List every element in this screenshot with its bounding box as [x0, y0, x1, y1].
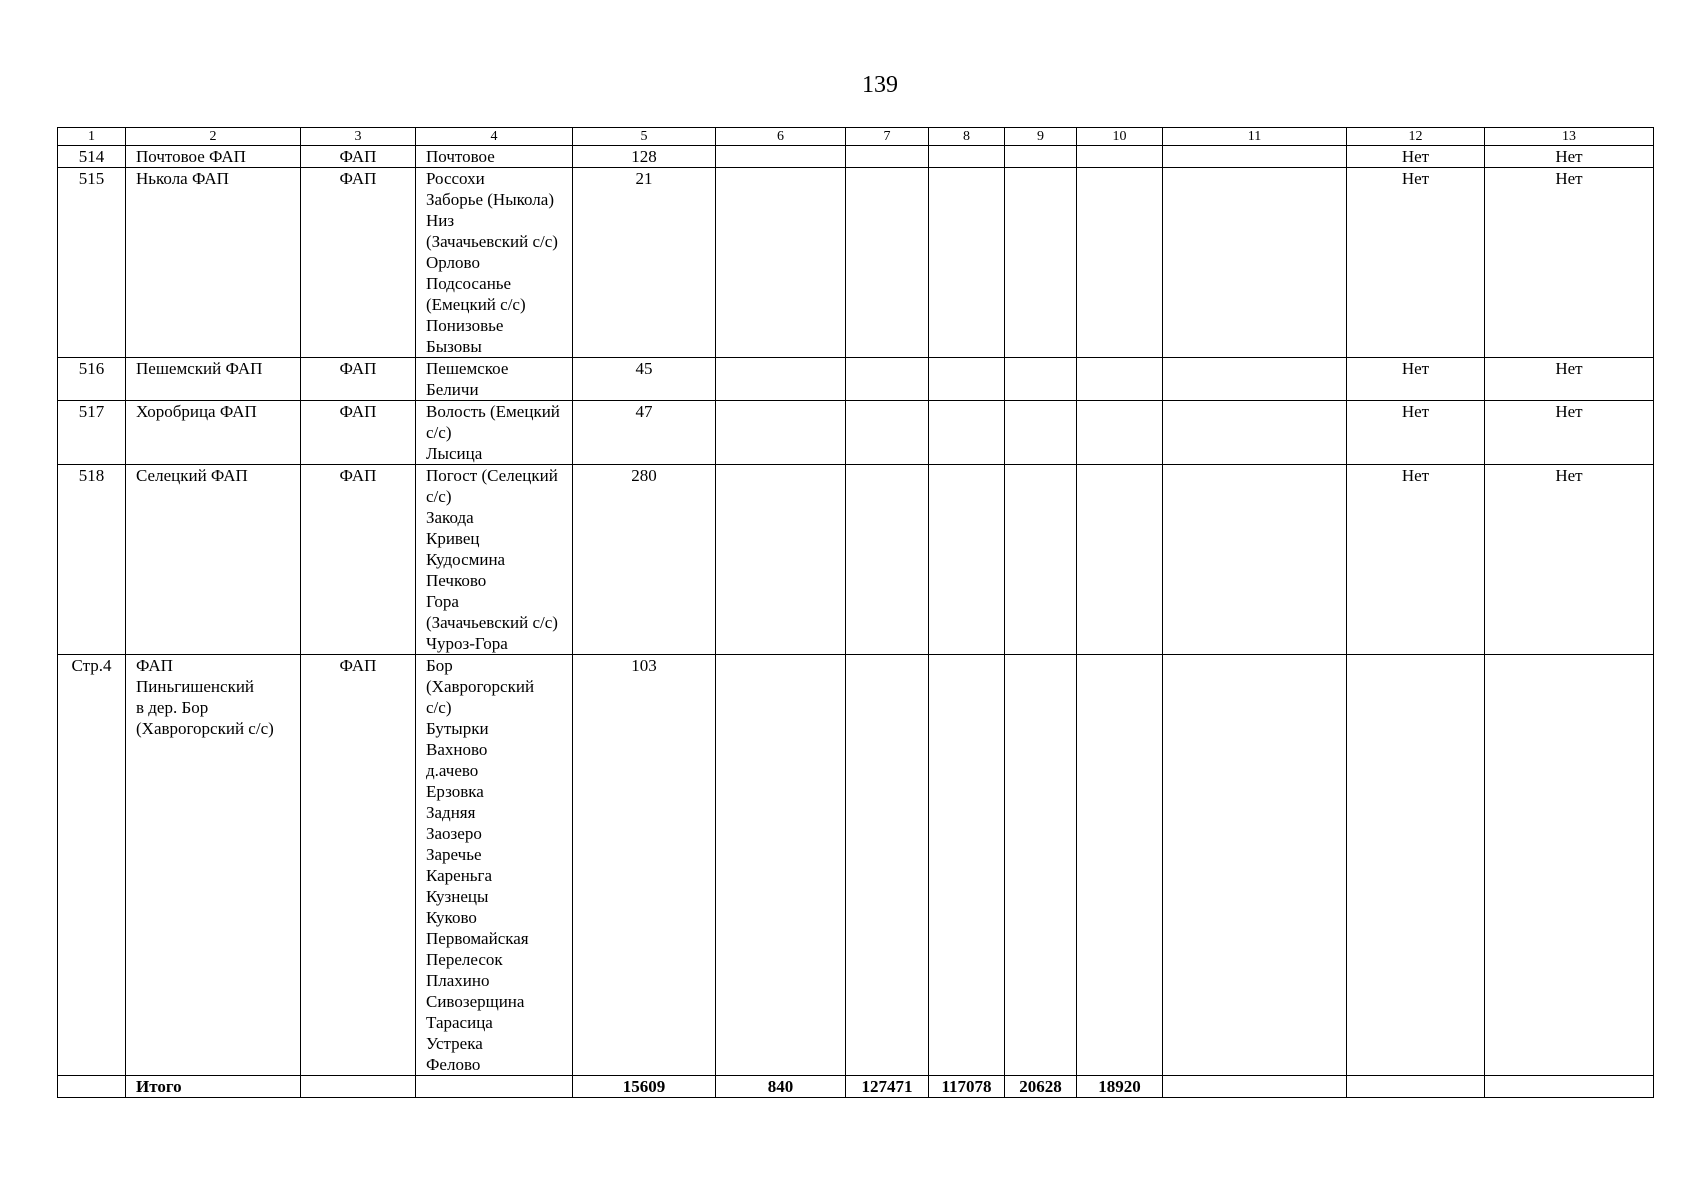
- served-locations-line: Орлово: [426, 253, 480, 272]
- empty-cell-6: [716, 465, 846, 655]
- served-locations-line: Бор: [426, 656, 453, 675]
- served-locations-line: с/с): [426, 487, 452, 506]
- facilities-table: [57, 127, 1654, 1098]
- total-cell-12: [1347, 1076, 1485, 1098]
- table-row: [58, 401, 1654, 465]
- total-cell-1: [58, 1076, 126, 1098]
- served-locations-line: Фелово: [426, 1055, 481, 1074]
- col-13-flag: Нет: [1485, 146, 1654, 168]
- served-locations-line: (Зачачьевский с/с): [426, 232, 558, 251]
- served-locations: [416, 358, 573, 401]
- total-col-7: 127471: [846, 1076, 929, 1098]
- empty-cell-11: [1163, 146, 1347, 168]
- empty-cell-8: [929, 358, 1005, 401]
- empty-cell-7: [846, 168, 929, 358]
- served-locations-line: Кривец: [426, 529, 480, 548]
- column-header: 2: [126, 128, 301, 146]
- total-col-6: 840: [716, 1076, 846, 1098]
- total-cell-13: [1485, 1076, 1654, 1098]
- served-locations-line: Перелесок: [426, 950, 503, 969]
- row-number: 516: [58, 358, 126, 401]
- col-12-flag: Нет: [1347, 146, 1485, 168]
- empty-cell-10: [1077, 358, 1163, 401]
- served-locations-line: Гора: [426, 592, 459, 611]
- empty-cell-6: [716, 146, 846, 168]
- facility-name-line: Почтовое ФАП: [136, 147, 246, 166]
- facility-type: ФАП: [301, 401, 416, 465]
- col-12-flag: Нет: [1347, 465, 1485, 655]
- empty-cell-11: [1163, 655, 1347, 1076]
- column-header: 10: [1077, 128, 1163, 146]
- facility-name: [126, 401, 301, 465]
- column-header: 9: [1005, 128, 1077, 146]
- row-number: 515: [58, 168, 126, 358]
- col-12-flag: Нет: [1347, 168, 1485, 358]
- column-header: 11: [1163, 128, 1347, 146]
- population-cell: 128: [573, 146, 716, 168]
- served-locations-line: Кудосмина: [426, 550, 506, 569]
- column-header: 4: [416, 128, 573, 146]
- facility-name: [126, 168, 301, 358]
- empty-cell-7: [846, 146, 929, 168]
- column-header: 12: [1347, 128, 1485, 146]
- column-number-row: [58, 128, 1654, 146]
- empty-cell-11: [1163, 465, 1347, 655]
- empty-cell-6: [716, 168, 846, 358]
- empty-cell-10: [1077, 655, 1163, 1076]
- empty-cell-8: [929, 146, 1005, 168]
- served-locations-line: Почтовое: [426, 147, 495, 166]
- served-locations-line: Волость (Емецкий: [426, 402, 560, 421]
- column-header: 1: [58, 128, 126, 146]
- total-cell-11: [1163, 1076, 1347, 1098]
- empty-cell-7: [846, 465, 929, 655]
- served-locations-line: (Хаврогорский: [426, 677, 535, 696]
- empty-cell-11: [1163, 401, 1347, 465]
- served-locations-line: Понизовье: [426, 316, 504, 335]
- column-header: 13: [1485, 128, 1654, 146]
- served-locations: [416, 168, 573, 358]
- total-row: [58, 1076, 1654, 1098]
- empty-cell-6: [716, 655, 846, 1076]
- served-locations: [416, 465, 573, 655]
- facility-name-line: Селецкий ФАП: [136, 466, 248, 485]
- empty-cell-8: [929, 401, 1005, 465]
- empty-cell-6: [716, 401, 846, 465]
- served-locations: [416, 401, 573, 465]
- facility-name: [126, 358, 301, 401]
- total-col-9: 20628: [1005, 1076, 1077, 1098]
- table-row: [58, 655, 1654, 1076]
- facility-name-line: (Хаврогорский с/с): [136, 719, 274, 738]
- column-header: 3: [301, 128, 416, 146]
- served-locations-line: (Зачачьевский с/с): [426, 613, 558, 632]
- col-13-flag: Нет: [1485, 401, 1654, 465]
- empty-cell-9: [1005, 465, 1077, 655]
- population-cell: 45: [573, 358, 716, 401]
- col-12-flag: [1347, 655, 1485, 1076]
- empty-cell-9: [1005, 168, 1077, 358]
- total-cell-4: [416, 1076, 573, 1098]
- col-13-flag: Нет: [1485, 168, 1654, 358]
- empty-cell-10: [1077, 146, 1163, 168]
- empty-cell-10: [1077, 168, 1163, 358]
- empty-cell-10: [1077, 401, 1163, 465]
- empty-cell-6: [716, 358, 846, 401]
- served-locations-line: Задняя: [426, 803, 476, 822]
- facility-type: ФАП: [301, 168, 416, 358]
- row-number: Стр.4: [58, 655, 126, 1076]
- total-col-10: 18920: [1077, 1076, 1163, 1098]
- empty-cell-9: [1005, 655, 1077, 1076]
- col-12-flag: Нет: [1347, 358, 1485, 401]
- facility-name-line: Пиньгишенский: [136, 677, 255, 696]
- served-locations-line: с/с): [426, 698, 452, 717]
- col-13-flag: [1485, 655, 1654, 1076]
- total-col-5: 15609: [573, 1076, 716, 1098]
- served-locations-line: Подсосанье: [426, 274, 512, 293]
- served-locations-line: Первомайская: [426, 929, 529, 948]
- row-number: 518: [58, 465, 126, 655]
- empty-cell-9: [1005, 401, 1077, 465]
- served-locations-line: Сивозерщина: [426, 992, 525, 1011]
- served-locations-line: Печково: [426, 571, 487, 590]
- served-locations-line: Тарасица: [426, 1013, 493, 1032]
- empty-cell-10: [1077, 465, 1163, 655]
- empty-cell-9: [1005, 146, 1077, 168]
- served-locations-line: с/с): [426, 423, 452, 442]
- served-locations-line: Бызовы: [426, 337, 482, 356]
- empty-cell-7: [846, 358, 929, 401]
- population-cell: 103: [573, 655, 716, 1076]
- col-13-flag: Нет: [1485, 358, 1654, 401]
- served-locations-line: Лысица: [426, 444, 483, 463]
- empty-cell-11: [1163, 358, 1347, 401]
- facility-name-line: ФАП: [136, 656, 173, 675]
- served-locations-line: Ерзовка: [426, 782, 484, 801]
- served-locations-line: Закода: [426, 508, 474, 527]
- total-col-8: 117078: [929, 1076, 1005, 1098]
- facility-type: ФАП: [301, 146, 416, 168]
- served-locations-line: Бутырки: [426, 719, 489, 738]
- column-header: 8: [929, 128, 1005, 146]
- table-row: [58, 465, 1654, 655]
- col-12-flag: Нет: [1347, 401, 1485, 465]
- empty-cell-9: [1005, 358, 1077, 401]
- facility-type: ФАП: [301, 655, 416, 1076]
- facility-name-line: в дер. Бор: [136, 698, 209, 717]
- served-locations: [416, 146, 573, 168]
- served-locations-line: Заозеро: [426, 824, 482, 843]
- table-row: [58, 146, 1654, 168]
- served-locations-line: Низ: [426, 211, 455, 230]
- row-number: 517: [58, 401, 126, 465]
- empty-cell-8: [929, 465, 1005, 655]
- empty-cell-7: [846, 655, 929, 1076]
- column-header: 6: [716, 128, 846, 146]
- facility-name: [126, 146, 301, 168]
- served-locations-line: Чуроз-Гора: [426, 634, 508, 653]
- empty-cell-11: [1163, 168, 1347, 358]
- served-locations-line: Устрека: [426, 1034, 483, 1053]
- facility-name-line: Хоробрица ФАП: [136, 402, 257, 421]
- page-number: 139: [862, 72, 898, 98]
- empty-cell-8: [929, 168, 1005, 358]
- facility-type: ФАП: [301, 465, 416, 655]
- table-row: [58, 168, 1654, 358]
- facility-name: [126, 655, 301, 1076]
- facility-name-line: Пешемский ФАП: [136, 359, 263, 378]
- table-row: [58, 358, 1654, 401]
- served-locations-line: Россохи: [426, 169, 485, 188]
- served-locations-line: д.ачево: [426, 761, 479, 780]
- facility-name-line: Нькола ФАП: [136, 169, 229, 188]
- column-header: 7: [846, 128, 929, 146]
- served-locations-line: Кузнецы: [426, 887, 489, 906]
- column-header: 5: [573, 128, 716, 146]
- served-locations-line: Плахино: [426, 971, 490, 990]
- served-locations-line: Заборье (Ныкола): [426, 190, 554, 209]
- served-locations-line: Заречье: [426, 845, 482, 864]
- empty-cell-8: [929, 655, 1005, 1076]
- row-number: 514: [58, 146, 126, 168]
- served-locations: [416, 655, 573, 1076]
- facility-name: [126, 465, 301, 655]
- total-label: Итого: [126, 1076, 301, 1098]
- served-locations-line: Вахново: [426, 740, 488, 759]
- served-locations-line: Куково: [426, 908, 477, 927]
- total-cell-3: [301, 1076, 416, 1098]
- empty-cell-7: [846, 401, 929, 465]
- served-locations-line: (Емецкий с/с): [426, 295, 526, 314]
- served-locations-line: Беличи: [426, 380, 479, 399]
- served-locations-line: Пешемское: [426, 359, 509, 378]
- served-locations-line: Кареньга: [426, 866, 493, 885]
- population-cell: 280: [573, 465, 716, 655]
- facility-type: ФАП: [301, 358, 416, 401]
- population-cell: 47: [573, 401, 716, 465]
- served-locations-line: Погост (Селецкий: [426, 466, 558, 485]
- population-cell: 21: [573, 168, 716, 358]
- col-13-flag: Нет: [1485, 465, 1654, 655]
